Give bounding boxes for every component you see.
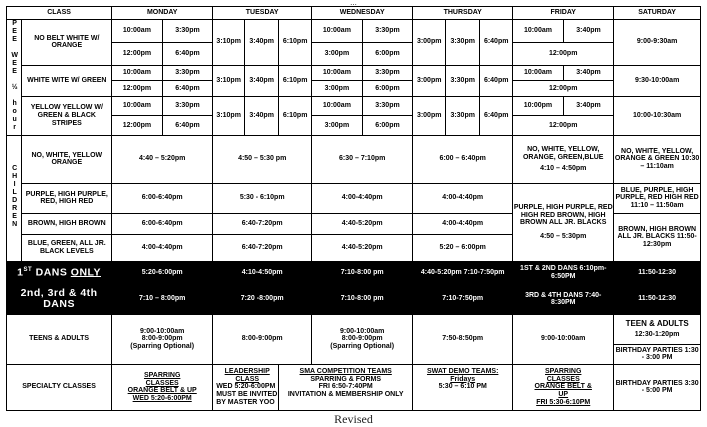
teens-monday-time: 9:00-10:00am 8:00-9:00pm (Sparring Optional) xyxy=(112,314,213,364)
children-tuesday-time: 6:40-7:20pm xyxy=(213,213,312,234)
peewee-tuesday-time: 6:10pm xyxy=(279,96,312,135)
children-friday-group-b: PURPLE, HIGH PURPLE, RED HIGH RED BROWN, HIGH BROWN ALL JR. BLACKS 4:50 – 5:30pm xyxy=(513,183,614,261)
day-header-wednesday: WEDNESDAY xyxy=(312,7,413,20)
children-friday-group-a: NO, WHITE, YELLOW, ORANGE, GREEN,BLUE 4:10 – 4:50pm xyxy=(513,135,614,183)
teens-friday-time: 9:00-10:00am xyxy=(513,314,614,364)
peewee-wednesday-cell: 10:00am 3:30pm 3:00pm 6:00pm xyxy=(312,20,413,66)
first-dans-row xyxy=(7,261,701,284)
peewee-saturday-time: 9:00-9:30am xyxy=(614,20,701,66)
class-header: CLASS xyxy=(7,7,112,20)
children-monday-time: 6:00-6:40pm xyxy=(112,213,213,234)
children-tuesday-time: 4:50 – 5:30 pm xyxy=(213,135,312,183)
children-row xyxy=(7,135,701,183)
revised-footer: Revised xyxy=(334,412,373,426)
specialty-monday-cell: SPARRING CLASSES ORANGE BELT & UP WED 5:20-6:00PM xyxy=(112,364,213,410)
children-saturday-group-a: NO, WHITE, YELLOW, ORANGE & GREEN 10:30 – 11:10am xyxy=(614,135,701,183)
children-tuesday-time: 6:40-7:20pm xyxy=(213,234,312,261)
peewee-saturday-time: 9:30-10:00am xyxy=(614,65,701,96)
first-dans-tuesday-time: 4:10-4:50pm xyxy=(213,261,312,284)
upper-dans-monday-time: 7:10 – 8:00pm xyxy=(112,284,213,314)
peewee-row xyxy=(7,96,701,135)
day-header-friday: FRIDAY xyxy=(513,7,614,20)
upper-dans-label: 2nd, 3rd & 4th DANS xyxy=(7,284,112,314)
children-class-name: NO, WHITE, YELLOW ORANGE xyxy=(22,135,112,183)
children-class-name: PURPLE, HIGH PURPLE, RED, HIGH RED xyxy=(22,183,112,213)
children-monday-time: 4:40 – 5:20pm xyxy=(112,135,213,183)
peewee-tuesday-time: 6:10pm xyxy=(279,20,312,66)
day-header-saturday: SATURDAY xyxy=(614,7,701,20)
peewee-tuesday-time: 3:10pm xyxy=(213,96,245,135)
first-dans-saturday-time: 11:50-12:30 xyxy=(614,261,701,284)
peewee-tuesday-time: 3:10pm xyxy=(213,65,245,96)
peewee-row xyxy=(7,65,701,96)
peewee-class-name: NO BELT WHITE W/ ORANGE xyxy=(22,20,112,66)
children-monday-time: 6:00-6:40pm xyxy=(112,183,213,213)
children-wednesday-time: 4:40-5:20pm xyxy=(312,234,413,261)
peewee-thursday-time: 3:30pm xyxy=(446,20,480,66)
teens-adults-row xyxy=(7,314,701,344)
peewee-thursday-time: 3:00pm xyxy=(413,20,446,66)
children-monday-time: 4:00-4:40pm xyxy=(112,234,213,261)
first-dans-label: 1ST DANS ONLY xyxy=(7,261,112,284)
peewee-monday-cell: 10:00am 3:30pm 12:00pm 6:40pm xyxy=(112,20,213,66)
header-row xyxy=(7,7,701,20)
peewee-row xyxy=(7,20,701,66)
specialty-friday-cell: SPARRING CLASSES ORANGE BELT & UP FRI 5:30-6:10PM xyxy=(513,364,614,410)
peewee-friday-cell: 10:00am 3:40pm 12:00pm xyxy=(513,20,614,66)
peewee-group-label: PEE WEE ½ hour xyxy=(7,20,22,136)
children-class-name: BROWN, HIGH BROWN xyxy=(22,213,112,234)
peewee-friday-cell: 10:00pm 3:40pm 12:00pm xyxy=(513,96,614,135)
first-dans-wednesday-time: 7:10-8:00 pm xyxy=(312,261,413,284)
peewee-tuesday-time: 3:40pm xyxy=(245,20,279,66)
specialty-row xyxy=(7,364,701,410)
upper-dans-friday-time: 3RD & 4TH DANS 7:40-8:30PM xyxy=(513,284,614,314)
day-header-thursday: THURSDAY xyxy=(413,7,513,20)
peewee-class-name: YELLOW YELLOW W/ GREEN & BLACK STRIPES xyxy=(22,96,112,135)
upper-dans-tuesday-time: 7:20 -8:00pm xyxy=(213,284,312,314)
peewee-thursday-time: 3:00pm xyxy=(413,65,446,96)
upper-dans-wednesday-time: 7:10-8:00 pm xyxy=(312,284,413,314)
peewee-thursday-time: 3:30pm xyxy=(446,65,480,96)
peewee-thursday-time: 6:40pm xyxy=(480,20,513,66)
specialty-tuesday-cell: LEADERSHIP CLASS WED 5:20-6:00PM MUST BE INVITED BY MASTER YOO xyxy=(213,364,279,410)
peewee-class-name: WHITE WITE W/ GREEN xyxy=(22,65,112,96)
peewee-tuesday-time: 3:40pm xyxy=(245,96,279,135)
upper-dans-thursday-time: 7:10-7:50pm xyxy=(413,284,513,314)
teens-thursday-time: 7:50-8:50pm xyxy=(413,314,513,364)
peewee-wednesday-cell: 10:00am 3:30pm 3:00pm 6:00pm xyxy=(312,65,413,96)
peewee-thursday-time: 3:30pm xyxy=(446,96,480,135)
birthday-party-slot-b: BIRTHDAY PARTIES 3:30 - 5:00 PM xyxy=(614,364,701,410)
children-group-label: CHILDREN xyxy=(7,135,22,261)
day-header-tuesday: TUESDAY xyxy=(213,7,312,20)
children-thursday-time: 6:00 – 6:40pm xyxy=(413,135,513,183)
teens-wednesday-time: 9:00-10:00am 8:00-9:00pm (Sparring Optional) xyxy=(312,314,413,364)
upper-dans-row xyxy=(7,284,701,314)
teens-saturday-cell: TEEN & ADULTS 12:30-1:20pm xyxy=(614,314,701,344)
peewee-wednesday-cell: 10:00am 3:30pm 3:00pm 6:00pm xyxy=(312,96,413,135)
children-thursday-time: 5:20 – 6:00pm xyxy=(413,234,513,261)
peewee-thursday-time: 6:40pm xyxy=(480,65,513,96)
peewee-saturday-time: 10:00-10:30am xyxy=(614,96,701,135)
first-dans-friday-time: 1ST & 2ND DANS 6:10pm-6:50PM xyxy=(513,261,614,284)
teens-adults-label: TEENS & ADULTS xyxy=(7,314,112,364)
specialty-thursday-cell: SWAT DEMO TEAMS: Fridays 5:30 – 6:10 PM xyxy=(413,364,513,410)
children-thursday-time: 4:00-4:40pm xyxy=(413,213,513,234)
children-wednesday-time: 4:00-4:40pm xyxy=(312,183,413,213)
peewee-tuesday-time: 3:40pm xyxy=(245,65,279,96)
teens-tuesday-time: 8:00-9:00pm xyxy=(213,314,312,364)
peewee-thursday-time: 3:00pm xyxy=(413,96,446,135)
peewee-thursday-time: 6:40pm xyxy=(480,96,513,135)
children-tuesday-time: 5:30 - 6:10pm xyxy=(213,183,312,213)
top-header-text: ... xyxy=(350,0,357,6)
peewee-monday-cell: 10:00am 3:30pm 12:00pm 6:40pm xyxy=(112,96,213,135)
peewee-tuesday-time: 6:10pm xyxy=(279,65,312,96)
first-dans-monday-time: 5:20-6:00pm xyxy=(112,261,213,284)
specialty-wednesday-cell: SMA COMPETITION TEAMS SPARRING & FORMS FRI 6:50-7:40PM INVITATION & MEMBERSHIP ONLY xyxy=(279,364,413,410)
children-saturday-group-b: BLUE, PURPLE, HIGH PURPLE, RED HIGH RED 11:10 – 11:50am xyxy=(614,183,701,213)
children-class-name: BLUE, GREEN, ALL JR. BLACK LEVELS xyxy=(22,234,112,261)
peewee-tuesday-time: 3:10pm xyxy=(213,20,245,66)
children-wednesday-time: 6:30 – 7:10pm xyxy=(312,135,413,183)
first-dans-thursday-time: 4:40-5:20pm 7:10-7:50pm xyxy=(413,261,513,284)
class-schedule-table xyxy=(6,6,701,411)
specialty-label: SPECIALTY CLASSES xyxy=(7,364,112,410)
day-header-monday: MONDAY xyxy=(112,7,213,20)
peewee-friday-cell: 10:00am 3:40pm 12:00pm xyxy=(513,65,614,96)
upper-dans-saturday-time: 11:50-12:30 xyxy=(614,284,701,314)
children-row xyxy=(7,183,701,213)
birthday-party-slot-a: BIRTHDAY PARTIES 1:30 - 3:00 PM xyxy=(614,344,701,364)
peewee-monday-cell: 10:00am 3:30pm 12:00pm 6:40pm xyxy=(112,65,213,96)
children-wednesday-time: 4:40-5:20pm xyxy=(312,213,413,234)
children-saturday-group-c: BROWN, HIGH BROWN ALL JR. BLACKS 11:50-12:30pm xyxy=(614,213,701,261)
children-thursday-time: 4:00-4:40pm xyxy=(413,183,513,213)
